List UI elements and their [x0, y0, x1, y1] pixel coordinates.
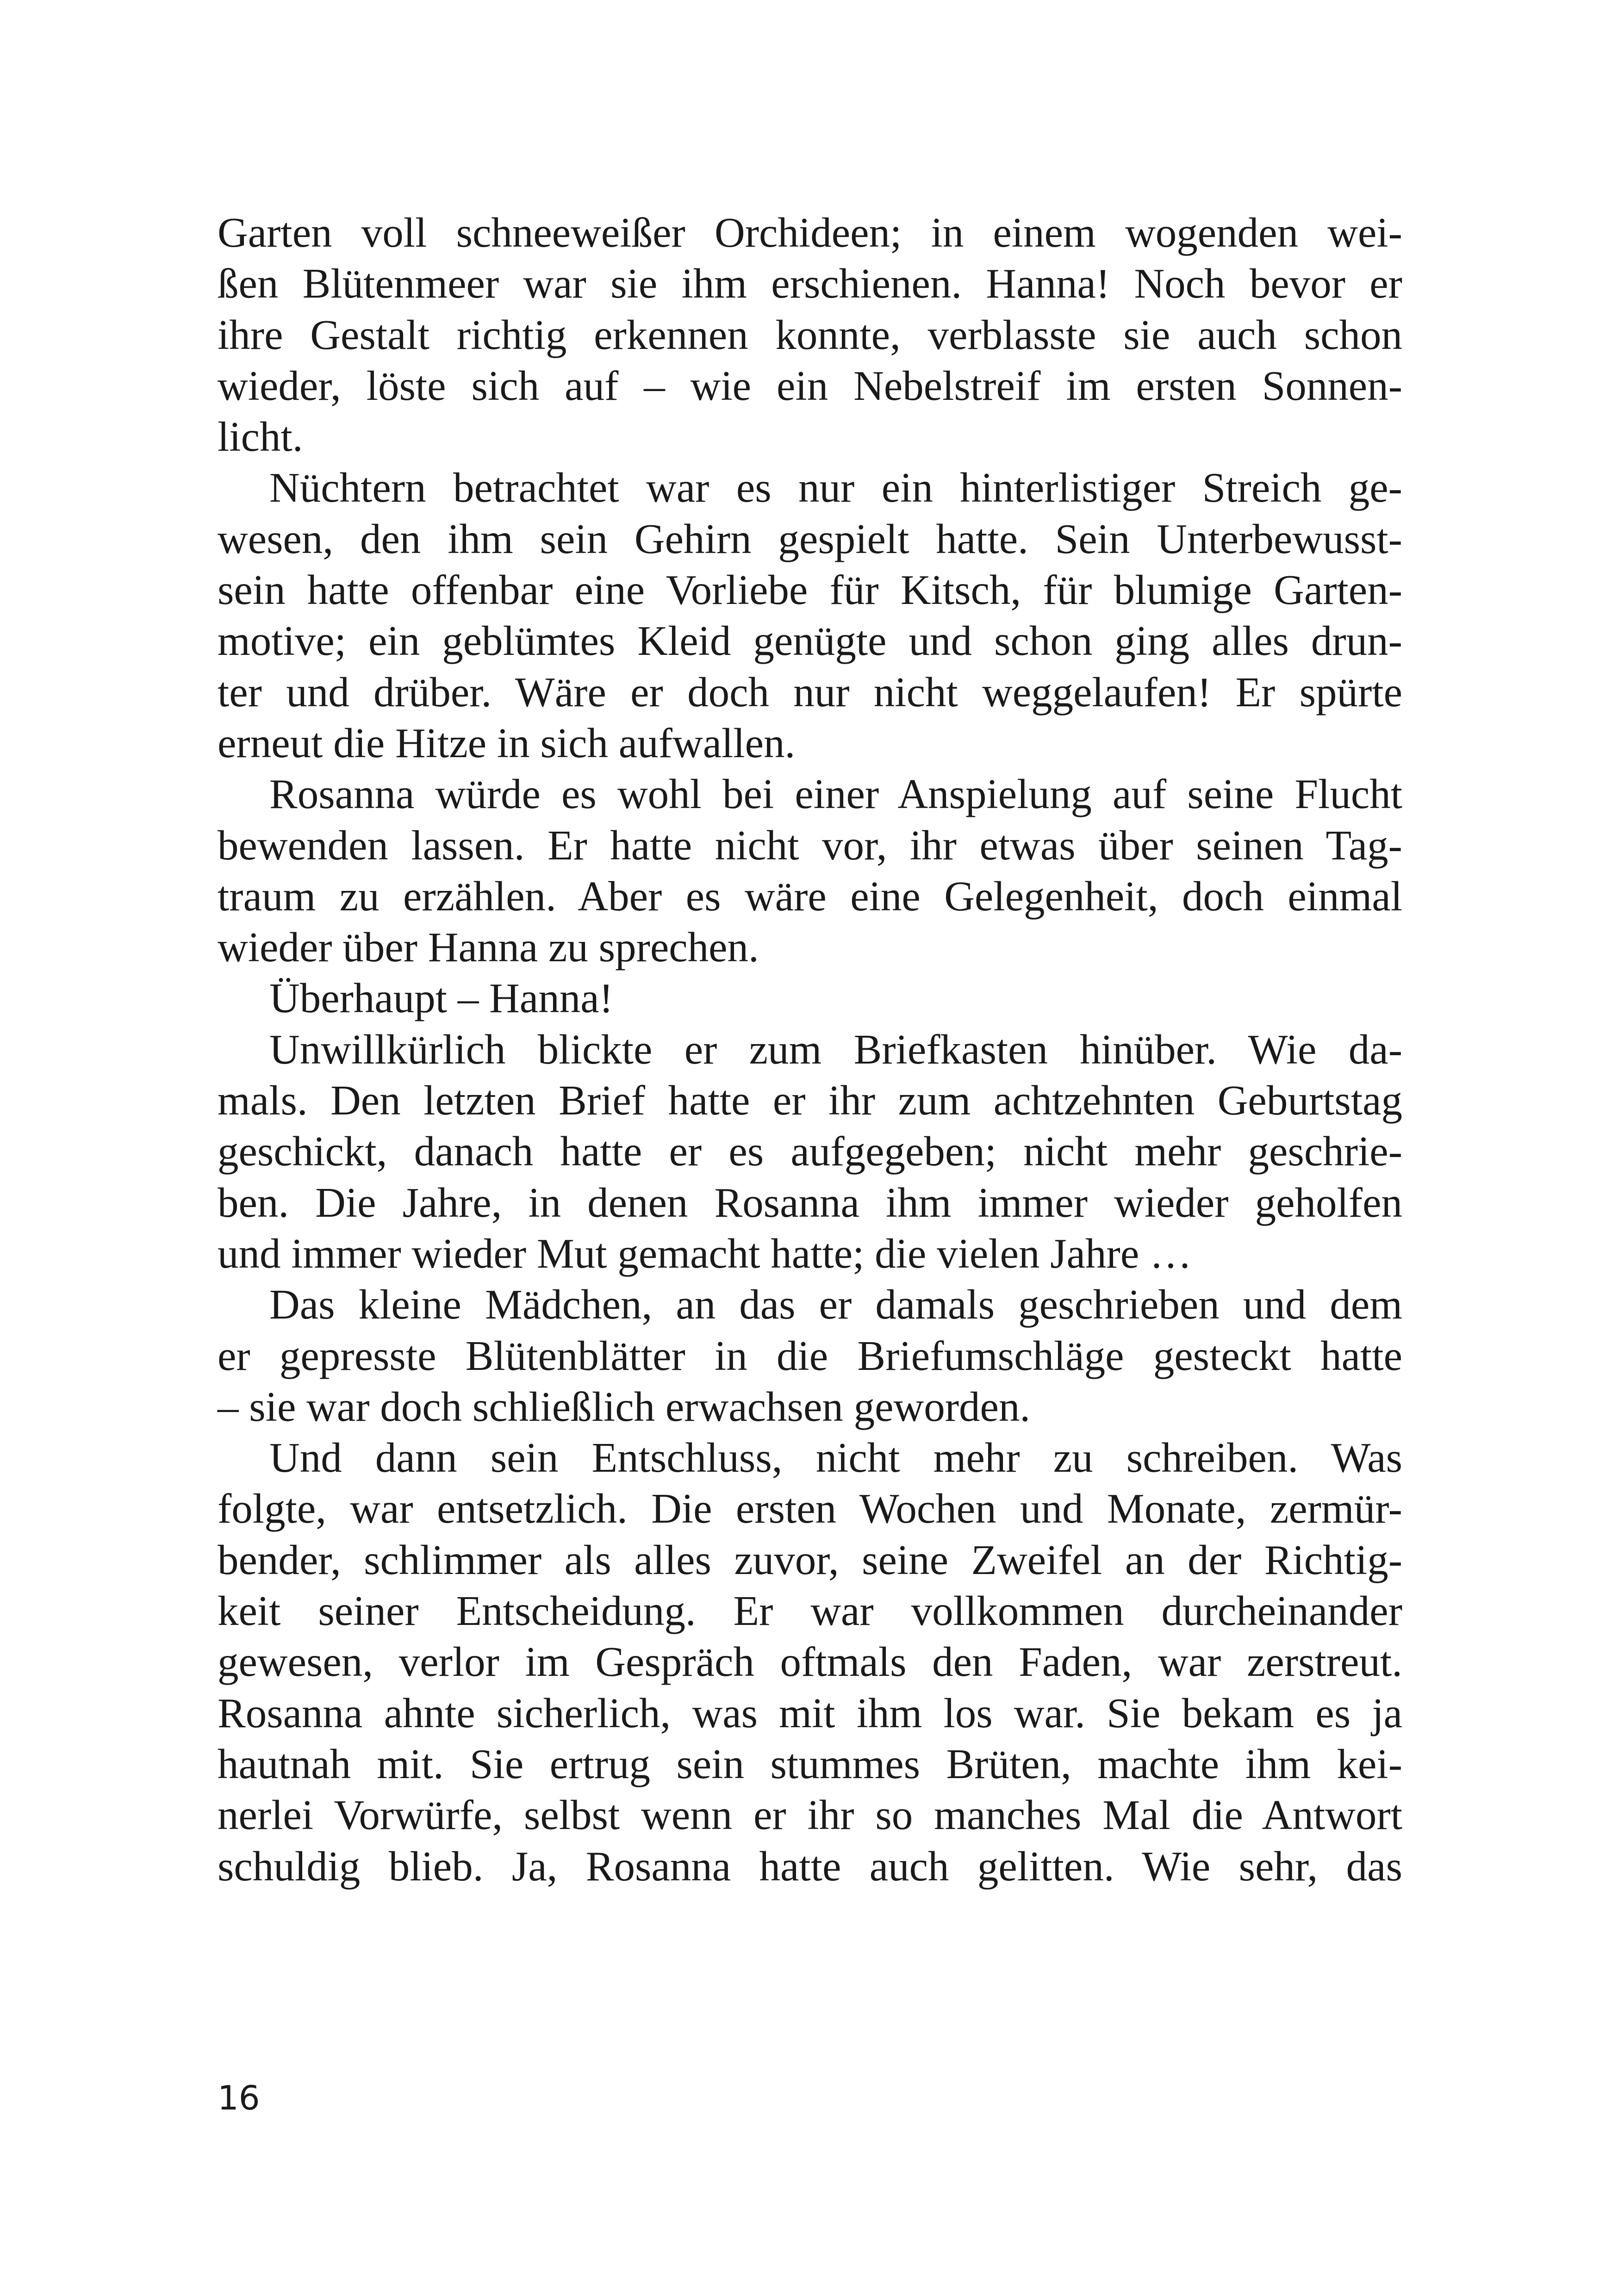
text-line: gewesen, verlor im Gespräch oftmals den Faden, war zerstreut. [218, 1638, 1402, 1686]
text-line: Garten voll schneeweißer Orchideen; in einem wogenden wei- [218, 209, 1402, 256]
text-line: Überhaupt – Hanna! [269, 975, 613, 1022]
text-line: bewenden lassen. Er hatte nicht vor, ihr etwas über seinen Tag- [218, 821, 1402, 869]
text-line: ihre Gestalt richtig erkennen konnte, verblasste sie auch schon [218, 311, 1402, 358]
text-line: folgte, war entsetzlich. Die ersten Wochen und Monate, zermür- [218, 1485, 1402, 1532]
text-line: wieder über Hanna zu sprechen. [218, 924, 759, 971]
text-line: ter und drüber. Wäre er doch nur nicht weggelaufen! Er spürte [218, 668, 1402, 716]
text-line: geschickt, danach hatte er es aufgegeben; nicht mehr geschrie- [218, 1128, 1402, 1175]
page-number: 16 [218, 2078, 260, 2117]
text-line: schuldig blieb. Ja, Rosanna hatte auch gelitten. Wie sehr, das [218, 1842, 1402, 1890]
text-line: – sie war doch schließlich erwachsen geworden. [218, 1383, 1031, 1430]
text-line: keit seiner Entscheidung. Er war vollkommen durcheinander [218, 1587, 1402, 1635]
text-line: wieder, löste sich auf – wie ein Nebelstreif im ersten Sonnen- [218, 362, 1402, 409]
text-line: ben. Die Jahre, in denen Rosanna ihm immer wieder geholfen [218, 1179, 1402, 1226]
text-line: Unwillkürlich blickte er zum Briefkasten hinüber. Wie da- [269, 1026, 1402, 1073]
text-line: Rosanna ahnte sicherlich, was mit ihm los war. Sie bekam es ja [218, 1689, 1402, 1736]
text-line: erneut die Hitze in sich aufwallen. [218, 719, 796, 766]
text-line: traum zu erzählen. Aber es wäre eine Gelegenheit, doch einmal [218, 872, 1402, 920]
text-line: Das kleine Mädchen, an das er damals geschrieben und dem [269, 1281, 1402, 1328]
text-line: Rosanna würde es wohl bei einer Anspielung auf seine Flucht [269, 771, 1402, 818]
body-text [218, 207, 1402, 1892]
text-line: er gepresste Blütenblätter in die Briefumschläge gesteckt hatte [218, 1332, 1402, 1379]
text-line: Nüchtern betrachtet war es nur ein hinterlistiger Streich ge- [269, 464, 1402, 511]
text-line: licht. [218, 413, 303, 460]
text-line: Und dann sein Entschluss, nicht mehr zu schreiben. Was [269, 1434, 1402, 1481]
text-line: mals. Den letzten Brief hatte er ihr zum achtzehnten Geburtstag [218, 1077, 1402, 1124]
text-line: sein hatte offenbar eine Vorliebe für Kitsch, für blumige Garten- [218, 566, 1402, 614]
text-line: ßen Blütenmeer war sie ihm erschienen. Hanna! Noch bevor er [218, 260, 1402, 307]
text-line: motive; ein geblümtes Kleid genügte und schon ging alles drun- [218, 617, 1402, 665]
text-line: hautnah mit. Sie ertrug sein stummes Brüten, machte ihm kei- [218, 1740, 1402, 1787]
text-line: nerlei Vorwürfe, selbst wenn er ihr so manches Mal die Antwort [218, 1792, 1402, 1839]
text-line: und immer wieder Mut gemacht hatte; die vielen Jahre … [218, 1230, 1192, 1277]
text-line: bender, schlimmer als alles zuvor, seine Zweifel an der Richtig- [218, 1536, 1402, 1583]
text-line: wesen, den ihm sein Gehirn gespielt hatte. Sein Unterbewusst- [218, 515, 1402, 562]
